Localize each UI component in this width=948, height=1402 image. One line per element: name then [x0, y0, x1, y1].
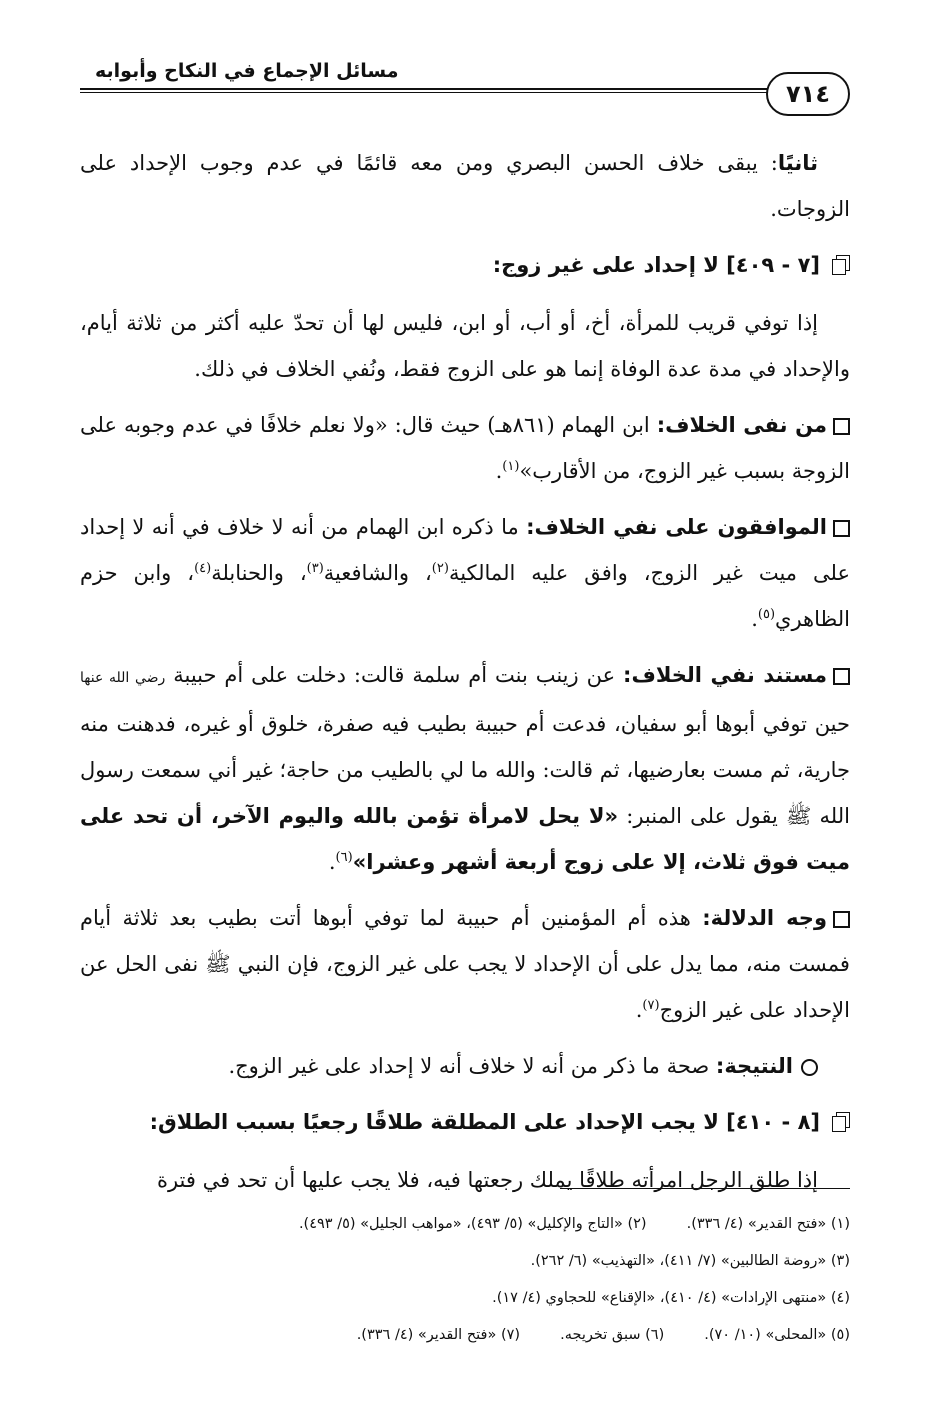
paragraph-text: ، والحنابلة — [211, 561, 307, 585]
copy-icon — [832, 1112, 850, 1132]
paragraph-agreeing — [80, 504, 850, 642]
square-bullet-icon — [833, 418, 850, 435]
header-rule — [80, 88, 780, 90]
square-bullet-icon — [833, 520, 850, 537]
footnote-5: (٥) «المحلى» (١٠/ ٧٠). — [704, 1327, 850, 1343]
lead-evidence: مستند نفي الخلاف: — [623, 663, 828, 687]
paragraph-indication — [80, 895, 850, 1033]
paragraph-text: ابن الهمام (٨٦١هـ) حيث قال: «ولا نعلم خلافًا في عدم وجوبه على الزوجة بسبب غير الزوج، من الأقارب» — [80, 413, 850, 483]
footnote-3: (٣) «روضة الطالبين» (٧/ ٤١١)، «التهذيب» (٦/ ٢٦٢). — [530, 1253, 850, 1269]
punctuation: . — [328, 850, 336, 874]
punctuation: . — [751, 607, 758, 631]
footnote-1: (١) «فتح القدير» (٤/ ٣٣٦). — [686, 1216, 850, 1232]
section-heading-409 — [80, 242, 850, 288]
paragraph-text: عن زينب بنت أم سلمة قالت: دخلت على أم حبيبة — [165, 663, 624, 687]
paragraph-result — [80, 1043, 850, 1089]
section-heading-text: [٨ - ٤١٠] لا يجب الإحداد على المطلقة طلاقًا رجعيًا بسبب الطلاق: — [149, 1110, 820, 1134]
paragraph-text: هذه أم المؤمنين أم حبيبة لما توفي أبوها أتت بطيب بعد ثلاثة أيام فمست منه، مما يدل على أن الإحداد لا يجب على غير الزوج، فإن النبي — [80, 906, 850, 976]
footnote-ref: (٣) — [306, 561, 324, 576]
footnote-row — [95, 1317, 850, 1354]
footnote-row — [95, 1243, 850, 1280]
paragraph-text: ، وابن حزم الظاهري — [80, 561, 850, 631]
square-bullet-icon — [833, 668, 850, 685]
paragraph-text: ما ذكره ابن الهمام من أنه لا خلاف في أنه لا إحداد على ميت غير الزوج، وافق عليه المالكية — [80, 515, 850, 585]
page-body — [80, 140, 850, 1213]
lead-result: النتيجة: — [715, 1054, 793, 1078]
circle-bullet-icon — [801, 1059, 818, 1076]
footnote-row — [95, 1206, 850, 1243]
footnote-ref: (٢) — [431, 561, 449, 576]
paragraph-text: ، والشافعية — [323, 561, 432, 585]
paragraph-secondly — [80, 140, 850, 232]
page-number: ٧١٤ — [766, 72, 850, 116]
lead-secondly: ثانيًا — [777, 151, 818, 175]
footnote-divider — [560, 1188, 850, 1189]
paragraph-text: حين توفي أبوها أبو سفيان، فدعت أم حبيبة بطيب فيه صفرة، خلوق أو غيره، فدهنت منه جارية، ثم مست بعارضيها، ثم قالت: والله ما لي بالطيب من حاجة؛ غير أني سمعت رسول الله — [80, 712, 850, 828]
paragraph-intro-410: إذا طلق الرجل امرأته طلاقًا يملك رجعتها فيه، فلا يجب عليها أن تحد في فترة — [156, 1168, 818, 1192]
footnote-ref: (٥) — [757, 607, 776, 622]
footnote-row — [95, 1280, 850, 1317]
paragraph-who-denied — [80, 402, 850, 494]
paragraph-evidence — [80, 652, 850, 885]
footnote-ref: (١) — [502, 459, 520, 474]
footnote-2: (٢) «التاج والإكليل» (٥/ ٤٩٣)، «مواهب الجليل» (٥/ ٤٩٣). — [298, 1216, 647, 1232]
honorific: ﷺ — [205, 952, 231, 976]
lead-who-denied: من نفى الخلاف: — [656, 413, 827, 437]
hadith-quote: «لا يحل لامرأة تؤمن بالله واليوم الآخر، أن تحد على ميت فوق ثلاث، إلا على زوج أربعة أشهر وعشرا» — [80, 804, 850, 874]
punctuation: . — [635, 998, 643, 1022]
section-heading-410 — [80, 1099, 850, 1145]
footnote-6: (٦) سبق تخريجه. — [560, 1327, 665, 1343]
footnote-7: (٧) «فتح القدير» (٤/ ٣٣٦). — [356, 1327, 521, 1343]
honorific: ﷺ — [786, 804, 812, 828]
running-header: مسائل الإجماع في النكاح وأبوابه — [95, 60, 399, 82]
footnote-4: (٤) «منتهى الإرادات» (٤/ ٤١٠)، «الإقناع» للحجاوي (٤/ ١٧). — [492, 1290, 850, 1306]
lead-indication: وجه الدلالة: — [702, 906, 827, 930]
square-bullet-icon — [833, 911, 850, 928]
honorific: رضي الله عنها — [80, 670, 166, 686]
punctuation: . — [495, 459, 503, 483]
copy-icon — [832, 255, 850, 275]
paragraph-text: صحة ما ذكر من أنه لا خلاف أنه لا إحداد على غير الزوج. — [228, 1054, 716, 1078]
footnote-ref: (٧) — [642, 998, 660, 1013]
paragraph-intro-409: إذا توفي قريب للمرأة، أخ، أو أب، أو ابن، فليس لها أن تحدّ عليه أكثر من ثلاثة أيام، والإحداد في مدة عدة الوفاة إنما هو على الزوج فقط، ونُفي الخلاف في ذلك. — [80, 311, 850, 381]
footnote-ref: (٦) — [335, 850, 353, 865]
paragraph-text: يقول على المنبر: — [618, 804, 786, 828]
paragraph-text: نفى الحل عن الإحداد على غير الزوج — [80, 952, 850, 1022]
section-heading-text: [٧ - ٤٠٩] لا إحداد على غير زوج: — [492, 253, 820, 277]
footnote-ref: (٤) — [194, 561, 212, 576]
header-rule-thin — [80, 92, 780, 93]
paragraph-text: : يبقى خلاف الحسن البصري ومن معه قائمًا في عدم وجوب الإحداد على الزوجات. — [80, 151, 850, 221]
footnotes — [95, 1206, 850, 1354]
lead-agreeing: الموافقون على نفي الخلاف: — [526, 515, 828, 539]
